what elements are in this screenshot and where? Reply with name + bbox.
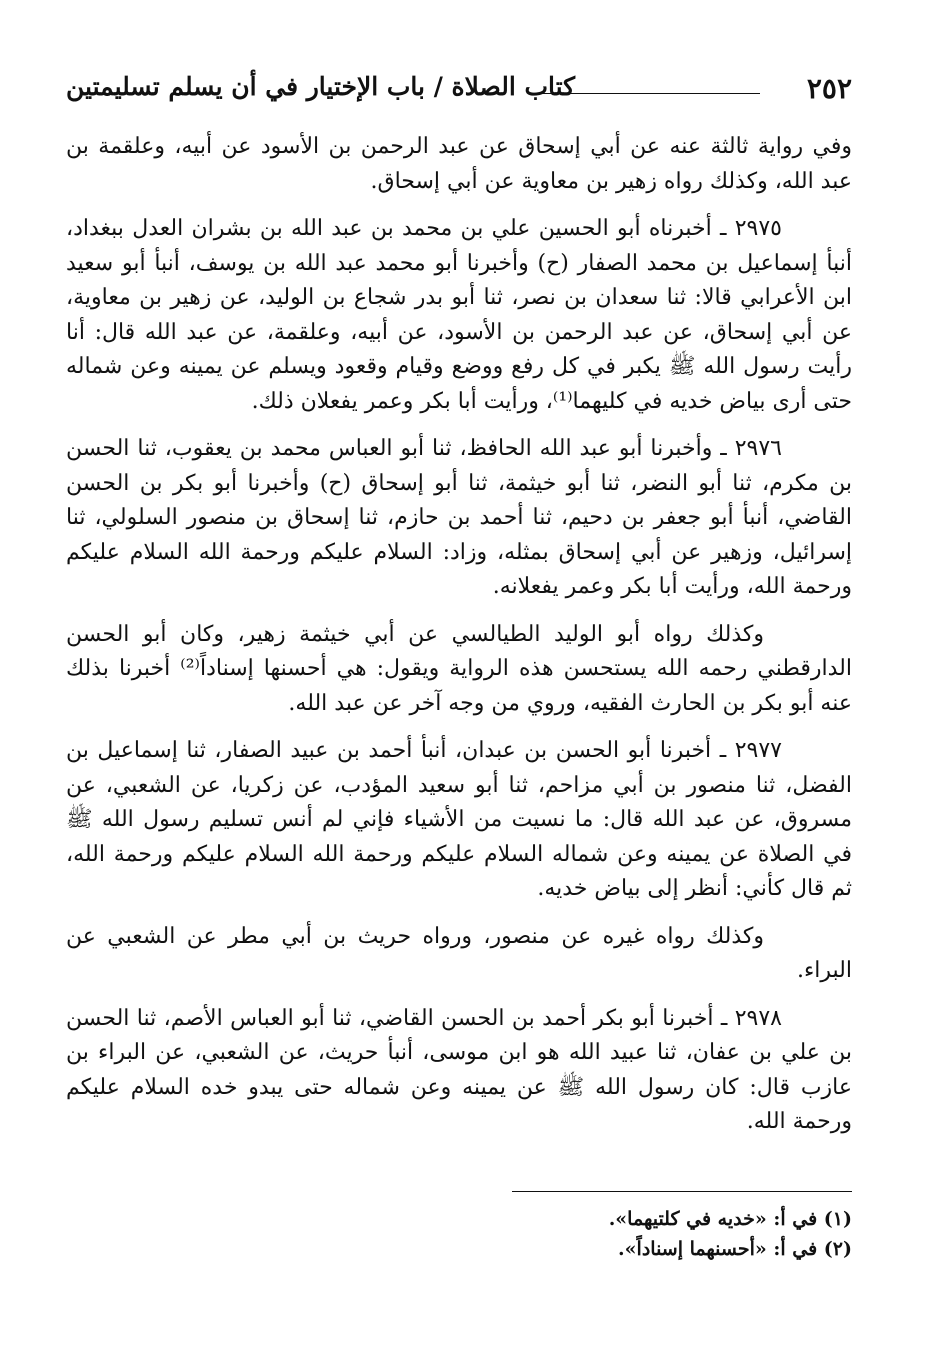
paragraph: وفي رواية ثالثة عنه عن أبي إسحاق عن عبد الرحمن بن الأسود عن أبيه، وعلقمة بن عبد الله، وكذلك رواه زهير بن معاوية عن أبي إسحاق. (66, 134, 852, 194)
main-text (66, 130, 852, 1153)
footnote-1: (١) في أ: «خديه في كلتيهما». (608, 1208, 852, 1230)
hadith-2976: ٢٩٧٦ ـ وأخبرنا أبو عبد الله الحافظ، ثنا أبو العباس محمد بن يعقوب، ثنا الحسن بن مكرم، ثنا أبو النضر، ثنا أبو خيثمة، ثنا أبو إسحاق (ح) وأخبرنا أبو بكر بن الحسن القاضي، أنبأ أبو جعفر بن دحيم، ثنا أحمد بن حازم، ثنا إسحاق بن منصور السلولي، ثنا إسرائيل، وزهير عن أبي إسحاق بمثله، وزاد: السلام عليكم ورحمة الله السلام عليكم ورحمة الله، ورأيت أبا بكر وعمر يفعلانه. (66, 436, 852, 599)
footnote-rule (512, 1191, 852, 1192)
paragraph: وكذلك رواه أبو الوليد الطيالسي عن أبي خيثمة زهير، وكان أبو الحسن الدارقطني رحمه الله يستحسن هذه الرواية ويقول: هي أحسنها إسناداً⁽²⁾ أخبرنا بذلك عنه أبو بكر بن الحارث الفقيه، وروي من وجه آخر عن عبد الله. (66, 621, 852, 716)
hadith-2975: ٢٩٧٥ ـ أخبرناه أبو الحسين علي بن محمد بن عبد الله بن بشران العدل ببغداد، أنبأ إسماعيل بن محمد الصفار (ح) وأخبرنا أبو محمد عبد الله بن يوسف، أنبأ أبو سعيد ابن الأعرابي قالا: ثنا سعدان بن نصر، ثنا أبو بدر شجاع بن الوليد، عن زهير بن معاوية، عن أبي إسحاق، عن عبد الرحمن بن الأسود، عن أبيه، وعلقمة، عن عبد الله قال: أنا رأيت رسول الله ﷺ يكبر في كل رفع ووضع وقيام وقعود ويسلم عن يمينه وعن شماله حتى أرى بياض خديه في كليهما⁽¹⁾، ورأيت أبا بكر وعمر يفعلان ذلك. (66, 216, 853, 414)
paragraph: وكذلك رواه غيره عن منصور، ورواه حريث بن أبي مطر عن الشعبي عن البراء. (66, 923, 852, 983)
footnote-2: (٢) في أ: «أحسنهما إسناداً». (618, 1238, 852, 1260)
hadith-2977: ٢٩٧٧ ـ أخبرنا أبو الحسن بن عبدان، أنبأ أحمد بن عبيد الصفار، ثنا إسماعيل بن الفضل، ثنا منصور بن أبي مزاحم، ثنا أبو سعيد المؤدب، عن زكريا، عن الشعبي، عن مسروق، عن عبد الله قال: ما نسيت من الأشياء فإني لم أنس تسليم رسول الله ﷺ في الصلاة عن يمينه وعن شماله السلام عليكم ورحمة الله السلام عليكم ورحمة الله، ثم قال كأني: أنظر إلى بياض خديه. (66, 738, 852, 901)
running-title: كتاب الصلاة / باب الإختيار في أن يسلم تسليمتين (66, 72, 576, 101)
hadith-2978: ٢٩٧٨ ـ أخبرنا أبو بكر أحمد بن الحسن القاضي، ثنا أبو العباس الأصم، ثنا الحسن بن علي بن عفان، ثنا عبيد الله هو ابن موسى، أنبأ حريث، عن الشعبي، عن البراء بن عازب قال: كان رسول الله ﷺ عن يمينه وعن شماله حتى يبدو خده السلام عليكم ورحمة الله. (66, 1005, 852, 1134)
page-number: ٢٥٢ (806, 72, 852, 105)
page-header (66, 70, 852, 114)
footnotes (66, 1191, 852, 1264)
